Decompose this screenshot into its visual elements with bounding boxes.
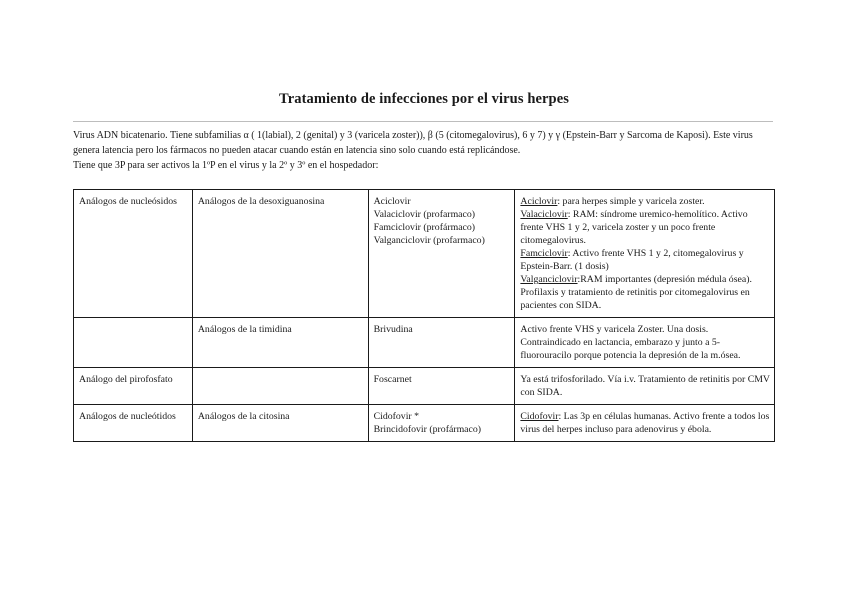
intro-text [73,128,775,173]
note-text: : para herpes simple y varicela zoster. [557,196,705,207]
note-drug-name: Valaciclovir [520,209,568,220]
group-cell: Análogo del pirofosfato [74,368,193,405]
analog-cell [192,368,368,405]
note-text: : Activo frente VHS 1 y 2, citomegalovirus y Epstein-Barr. (1 dosis) [520,248,744,272]
drug-name: Valaciclovir (profarmaco) [373,209,476,220]
group-cell: Análogos de nucleósidos [74,190,193,318]
drugs-cell [368,190,515,318]
notes-cell [515,368,775,405]
note-drug-name: Famciclovir [520,248,568,259]
drug-name: Valganciclovir (profarmaco) [373,235,485,246]
note-text: : Las 3p en células humanas. Activo frente a todos los virus del herpes incluso para adenovirus y ébola. [520,411,770,435]
analog-cell: Análogos de la citosina [192,405,368,442]
note-item [520,195,770,208]
drug-name: Foscarnet [373,374,412,385]
note-item [520,208,770,247]
group-cell: Análogos de nucleótidos [74,405,193,442]
note-item [520,247,770,273]
intro-note: Tiene que 3P para ser activos la 1ºP en el virus y la 2º y 3º en el hospedador: [73,160,379,171]
drug-name: Brivudina [373,324,413,335]
note-text: : RAM: síndrome uremico-hemolítico. Activo frente VHS 1 y 2, varicela zoster y un poco frente citomegalovirus. [520,209,748,246]
note-drug-name: Aciclovir [520,196,558,207]
note-item [520,273,770,312]
drug-name: Aciclovir [373,196,411,207]
drug-name: Cidofovir * [373,411,420,422]
drug-name: Famciclovir (profármaco) [373,222,476,233]
analog-cell: Análogos de la desoxiguanosina [192,190,368,318]
drugs-cell [368,318,515,368]
note-text: :RAM importantes (depresión médula ósea). Profilaxis y tratamiento de retinitis por citomegalovirus en pacientes con SIDA. [520,274,752,311]
document-title: Tratamiento de infecciones por el virus herpes [279,91,569,107]
note-drug-name: Cidofovir [520,411,559,422]
drug-name: Brincidofovir (profármaco) [373,424,482,435]
notes-cell [515,190,775,318]
group-cell [74,318,193,368]
antiviral-table [73,189,775,442]
table-row [74,318,775,368]
table-row [74,368,775,405]
analog-cell: Análogos de la timidina [192,318,368,368]
table-row [74,190,775,318]
drugs-cell [368,405,515,442]
note-drug-name: Valganciclovir [520,274,578,285]
intro-paragraph: Virus ADN bicatenario. Tiene subfamilias α ( 1(labial), 2 (genital) y 3 (varicela zoster)), β (5 (citomegalovirus), 6 y 7) y γ (Epstein-Barr y Sarcoma de Kaposi). Este virus genera latencia pero los fármacos no pueden atacar cuando están en latencia sino solo cuando está replicándose. [73,130,753,156]
table-row [74,405,775,442]
note-item [520,410,770,436]
note-text: Activo frente VHS y varicela Zoster. Una dosis. Contraindicado en lactancia, embarazo y junto a 5-fluorouracilo porque potencia la depresión de la m.ósea. [520,324,741,361]
title-divider [73,121,773,122]
notes-cell [515,405,775,442]
note-text: Ya está trifosforilado. Vía i.v. Tratamiento de retinitis por CMV con SIDA. [520,374,770,398]
drugs-cell [368,368,515,405]
notes-cell [515,318,775,368]
